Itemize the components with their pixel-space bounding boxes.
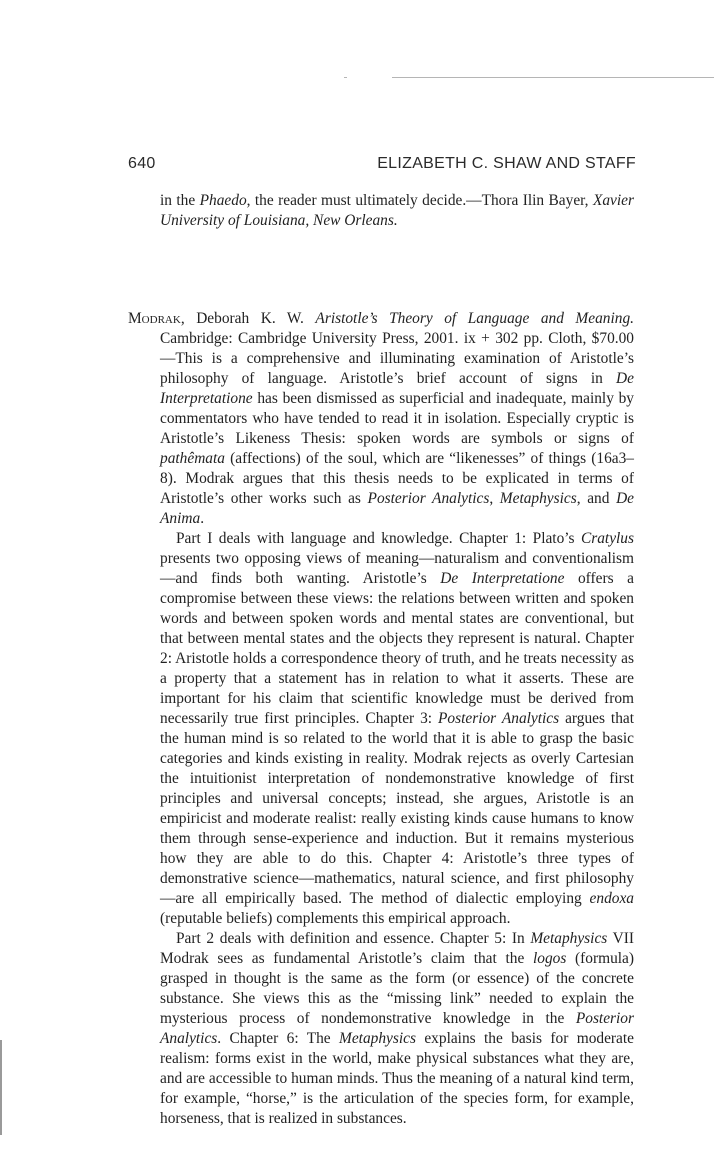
scan-edge-line (0, 1040, 2, 1135)
review-paragraph-3: Part 2 deals with definition and essence. Chapter 5: In Metaphysics VII Modrak sees as fundamental Aristotle’s claim that the logos (formula) grasped in thought is the same as the form (or essence) of the concrete substance. She views this as the “missing link” needed to explain the mysterious process of nondemonstrative knowledge in the Posterior Analytics. Chapter 6: The Metaphysics explains the basis for moderate realism: forms exist in the world, make physical substances what they are, and are accessible to human minds. Thus the meaning of a natural kind term, for example, “horse,” is the articulation of the species form, for example, horseness, that is realized in substances. (160, 930, 635, 1127)
running-head-title: ELIZABETH C. SHAW AND STAFF (377, 155, 636, 172)
book-review (128, 309, 635, 1129)
review-paragraph-1: Modrak, Deborah K. W. Aristotle’s Theory of Language and Meaning. Cambridge: Cambridge University Press, 2001. ix + 302 pp. Cloth, $70.00—This is a comprehensive and illuminating examination of Aristotle’s philosophy of language. Aristotle’s brief account of signs in De Interpretatione has been dismissed as superficial and inadequate, mainly by commentators who have tended to read it in isolation. Especially cryptic is Aristotle’s Likeness Thesis: spoken words are symbols or signs of pathêmata (affections) of the soul, which are “likenesses” of things (16a3–8). Modrak argues that this thesis needs to be explicated in terms of Aristotle’s other works such as Posterior Analytics, Metaphysics, and De Anima. (128, 310, 635, 527)
review-paragraph-2: Part I deals with language and knowledge. Chapter 1: Plato’s Cratylus presents two opposing views of meaning—naturalism and conventionalism—and finds both wanting. Aristotle’s De Interpretatione offers a compromise between these views: the relations between written and spoken words and between spoken words and mental states are conventional, but that between mental states and the objects they represent is natural. Chapter 2: Aristotle holds a correspondence theory of truth, and he treats necessity as a property that a statement has in relation to what it asserts. These are important for his claim that scientific knowledge must be derived from necessarily true first principles. Chapter 3: Posterior Analytics argues that the human mind is so related to the world that it is able to grasp the basic categories and kinds existing in reality. Modrak rejects as overly Cartesian the intuitionist interpretation of nondemonstrative knowledge of first principles and universal concepts; instead, she argues, Aristotle is an empiricist and moderate realist: really existing kinds cause humans to know them through sense-experience and induction. But it remains mysterious how they are able to do this. Chapter 4: Aristotle’s three types of demonstrative science—mathematics, natural science, and first philosophy—are all empirically based. The method of dialectic employing endoxa (reputable beliefs) complements this empirical approach. (160, 530, 634, 927)
author-surname: Modrak (128, 310, 181, 327)
author-given-names: , Deborah K. W. (180, 310, 316, 327)
scan-artifact-dot (344, 77, 347, 78)
running-head (128, 155, 636, 177)
scan-artifact-line (392, 77, 714, 78)
reviewer-affiliation: Xavier University of Louisiana, New Orleans. (160, 192, 634, 229)
page-number: 640 (128, 155, 156, 172)
previous-review-continuation: in the Phaedo, the reader must ultimately decide.—Thora Ilin Bayer, Xavier University of Louisiana, New Orleans. (160, 192, 634, 229)
book-title: Aristotle’s Theory of Language and Meaning. (315, 310, 634, 327)
